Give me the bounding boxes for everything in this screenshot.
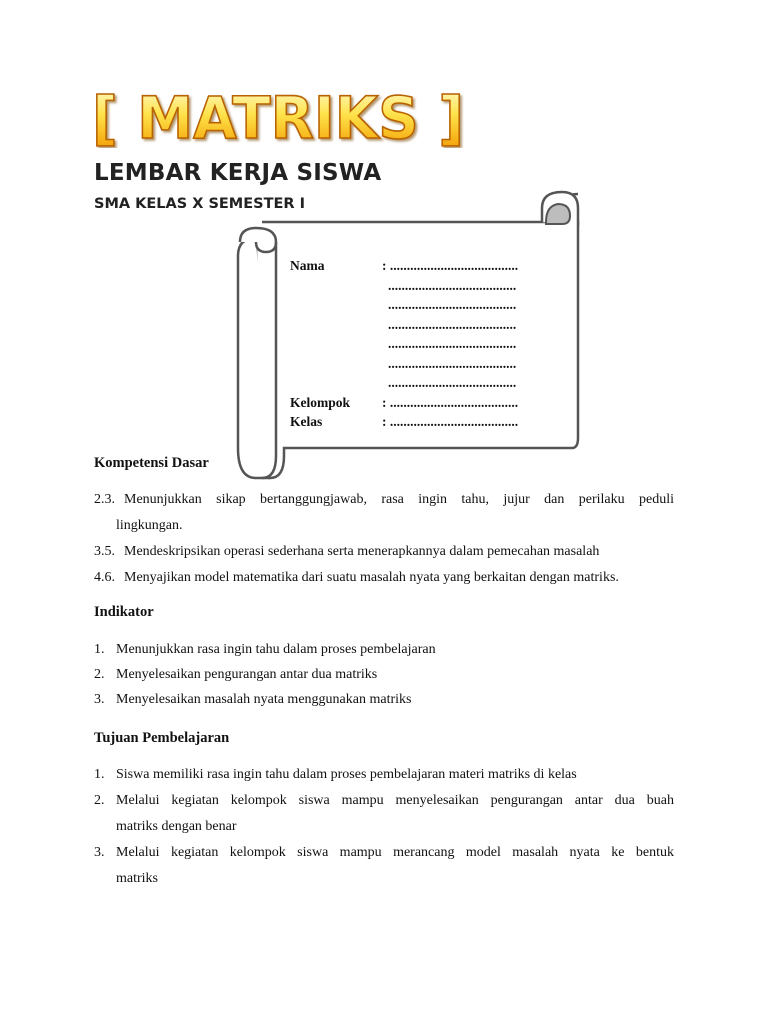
tujuan-number: 3. (94, 845, 105, 860)
list-item (94, 687, 674, 712)
list-item (94, 487, 674, 513)
tujuan-text-continued: matriks dengan benar (116, 819, 237, 834)
list-item (94, 762, 674, 788)
nama-field-line[interactable]: ...................................... (388, 355, 517, 371)
nama-field-line[interactable]: ...................................... (388, 336, 517, 351)
tujuan-text: Siswa memiliki rasa ingin tahu dalam proses pembelajaran materi matriks di kelas (116, 767, 577, 782)
list-item (94, 840, 674, 866)
kompetensi-heading: Kompetensi Dasar (94, 455, 209, 471)
tujuan-text: Melalui kegiatan kelompok siswa mampu merancang model masalah nyata ke bentuk (116, 845, 674, 860)
kompetensi-list (94, 487, 674, 591)
kompetensi-number: 2.3. (94, 492, 115, 507)
kelompok-field[interactable]: : ...................................... (382, 394, 519, 410)
kompetensi-number: 4.6. (94, 570, 115, 585)
tujuan-number: 1. (94, 767, 105, 782)
tujuan-text: Melalui kegiatan kelompok siswa mampu menyelesaikan pengurangan antar dua buah (116, 793, 674, 808)
list-item (94, 788, 674, 814)
indikator-number: 3. (94, 692, 105, 707)
banner-title-text: [ MATRIKS ] (92, 84, 464, 148)
tujuan-text-continued: matriks (116, 871, 158, 886)
student-info-form (290, 256, 518, 432)
nama-field-line[interactable]: ...................................... (388, 316, 517, 332)
kompetensi-text: Menyajikan model matematika dari suatu masalah nyata yang berkaitan dengan matriks. (124, 570, 619, 585)
kompetensi-number: 3.5. (94, 544, 115, 559)
kompetensi-text: Menunjukkan sikap bertanggungjawab, rasa ingin tahu, jujur dan perilaku peduli (124, 492, 674, 507)
kelompok-label: Kelompok (290, 394, 351, 410)
nama-field-line[interactable]: ...................................... (388, 277, 517, 293)
kelas-label: Kelas (290, 414, 323, 429)
tujuan-heading: Tujuan Pembelajaran (94, 730, 230, 746)
nama-field-line[interactable]: ...................................... (388, 297, 517, 312)
indikator-list (94, 637, 674, 712)
form-row-kelompok (290, 393, 518, 413)
indikator-number: 1. (94, 642, 105, 657)
page-subtitle: SMA KELAS X SEMESTER I (94, 196, 305, 212)
page-title: LEMBAR KERJA SISWA (94, 160, 382, 186)
indikator-heading: Indikator (94, 604, 154, 620)
list-item (94, 539, 674, 565)
list-item (94, 637, 674, 662)
tujuan-list (94, 762, 674, 892)
tujuan-number: 2. (94, 793, 105, 808)
indikator-number: 2. (94, 667, 105, 682)
indikator-text: Menunjukkan rasa ingin tahu dalam proses pembelajaran (116, 642, 436, 657)
kompetensi-text-continued: lingkungan. (116, 518, 183, 533)
kompetensi-text: Mendeskripsikan operasi sederhana serta menerapkannya dalam pemecahan masalah (124, 544, 600, 559)
matriks-banner-title (90, 82, 470, 148)
indikator-text: Menyelesaikan masalah nyata menggunakan matriks (116, 692, 412, 707)
form-row-kelas (290, 412, 518, 432)
nama-label: Nama (290, 258, 325, 273)
nama-field-line[interactable]: ...................................... (388, 375, 517, 390)
form-row-nama (290, 256, 518, 276)
list-item (94, 565, 674, 591)
kelas-field[interactable]: : ...................................... (382, 414, 519, 429)
indikator-text: Menyelesaikan pengurangan antar dua matriks (116, 667, 378, 682)
nama-field[interactable]: : ...................................... (382, 258, 519, 273)
list-item (94, 662, 674, 687)
